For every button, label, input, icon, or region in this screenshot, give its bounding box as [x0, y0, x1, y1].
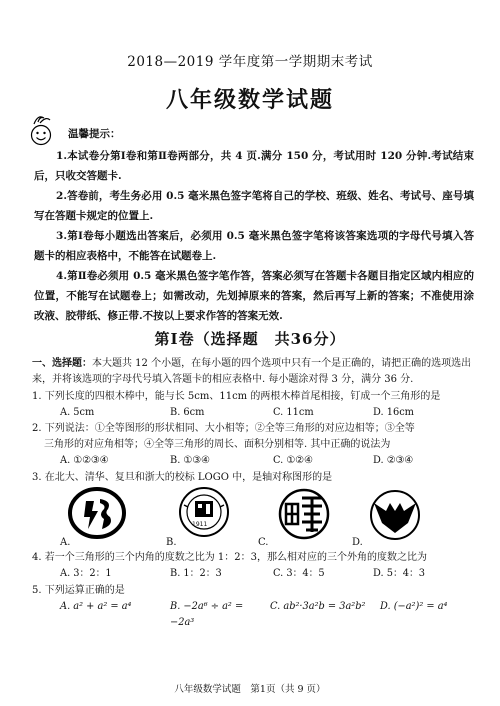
q4-option-d: D. 5：4：3	[373, 568, 426, 579]
q2-option-c: C. ①②④	[273, 455, 313, 466]
question-4	[32, 550, 474, 582]
peking-university-logo	[68, 487, 126, 543]
notice-list	[34, 146, 474, 326]
exam-title: 2018—2019 学年度第一学期期末考试	[127, 54, 373, 70]
q3-option-b: B.	[166, 537, 177, 548]
q2-option-b: B. ①③④	[170, 455, 210, 466]
q5-option-c: C. ab²·3a²b = 3a²b²	[270, 601, 366, 612]
q1-option-a: A. 5cm	[60, 407, 95, 418]
question-1	[32, 389, 474, 421]
q3-stem: 3. 在北大、清华、复旦和浙大的校标 LOGO 中，是轴对称图形的是	[32, 472, 333, 483]
notice-2: 2.答卷前，考生务必用 0.5 毫米黑色签字笔将自己的学校、班级、姓名、考试号、座号填写在答题卡规定的位置上.	[34, 190, 474, 222]
notice-4: 4.第Ⅱ卷必须用 0.5 毫米黑色签字笔作答，答案必须写在答题卡各题目指定区域内相应的位置，不能写在试题卷上；如需改动，先划掉原来的答案，然后再写上新的答案；不准使用涂改液、胶带纸、修正带.不按以上要求作答的答案无效.	[34, 270, 474, 322]
intro-bold: 一、选择题：	[32, 358, 92, 369]
notice-1: 1.本试卷分第Ⅰ卷和第Ⅱ卷两部分，共 4 页.满分 150 分，考试用时 120 分钟.考试结束后，只收交答题卡.	[34, 150, 474, 182]
q3-option-d: D.	[352, 537, 363, 548]
intro-text: 本大题共 12 个小题，在每小题的四个选项中只有一个是正确的，请把正确的选项选出来，并将该选项的字母代号填入答题卡的相应表格中. 每小题涂对得 3 分，满分 36 分.	[32, 358, 472, 385]
question-2	[32, 421, 474, 469]
notice-3: 3.第Ⅰ卷每小题选出答案后，必须用 0.5 毫米黑色签字笔将该答案选项的字母代号填入答题卡的相应表格中，不能答在试题卷上.	[34, 230, 474, 262]
subject-title: 八年级数学试题	[165, 87, 334, 113]
zhejiang-university-logo	[368, 489, 422, 545]
page-footer: 八年级数学试题 第1页（共 9 页）	[174, 684, 326, 695]
tips-label: 温馨提示：	[68, 128, 121, 140]
q1-option-b: B. 6cm	[170, 407, 205, 418]
q2-stem-line2: 三角形的对应角相等；④全等三角形的周长、面积分别相等. 其中正确的说法为	[44, 439, 391, 450]
tsinghua-year: 1911	[192, 521, 208, 528]
q1-option-d: D. 16cm	[373, 407, 414, 418]
question-3	[32, 470, 474, 486]
q1-stem: 1. 下列长度的四根木棒中，能与长 5cm、11cm 的两根木棒首尾相接，钉成一个三角形的是	[32, 391, 441, 402]
q5-option-d: D. (−a²)² = a⁴	[380, 601, 448, 612]
q5-option-a: A. a² + a² = a⁴	[60, 601, 132, 612]
section-title: 第Ⅰ卷（选择题 共36分）	[154, 330, 346, 348]
q3-option-a: A.	[60, 537, 71, 548]
q2-option-d: D. ②③④	[373, 455, 414, 466]
section-intro	[32, 356, 474, 388]
smiley-icon	[28, 114, 54, 148]
q5-option-b: B. −2a⁶ ÷ a² = −2a³	[170, 601, 244, 628]
q2-option-a: A. ①②③④	[60, 455, 109, 466]
q2-stem-line1: 2. 下列说法：①全等图形的形状相同、大小相等；②全等三角形的对应边相等；③全等	[32, 423, 415, 434]
fudan-university-logo	[278, 488, 330, 544]
q4-option-b: B. 1：2：3	[170, 568, 222, 579]
q4-option-a: A. 3：2：1	[60, 568, 112, 579]
q4-stem: 4. 若一个三角形的三个内角的度数之比为 1：2：3，那么相对应的三个外角的度数之比为	[32, 552, 427, 563]
q3-option-c: C.	[258, 537, 269, 548]
question-5	[32, 583, 474, 631]
q5-stem: 5. 下列运算正确的是	[32, 585, 125, 596]
q1-option-c: C. 11cm	[273, 407, 314, 418]
tsinghua-university-logo	[178, 485, 230, 543]
q4-option-c: C. 3：4：5	[273, 568, 325, 579]
